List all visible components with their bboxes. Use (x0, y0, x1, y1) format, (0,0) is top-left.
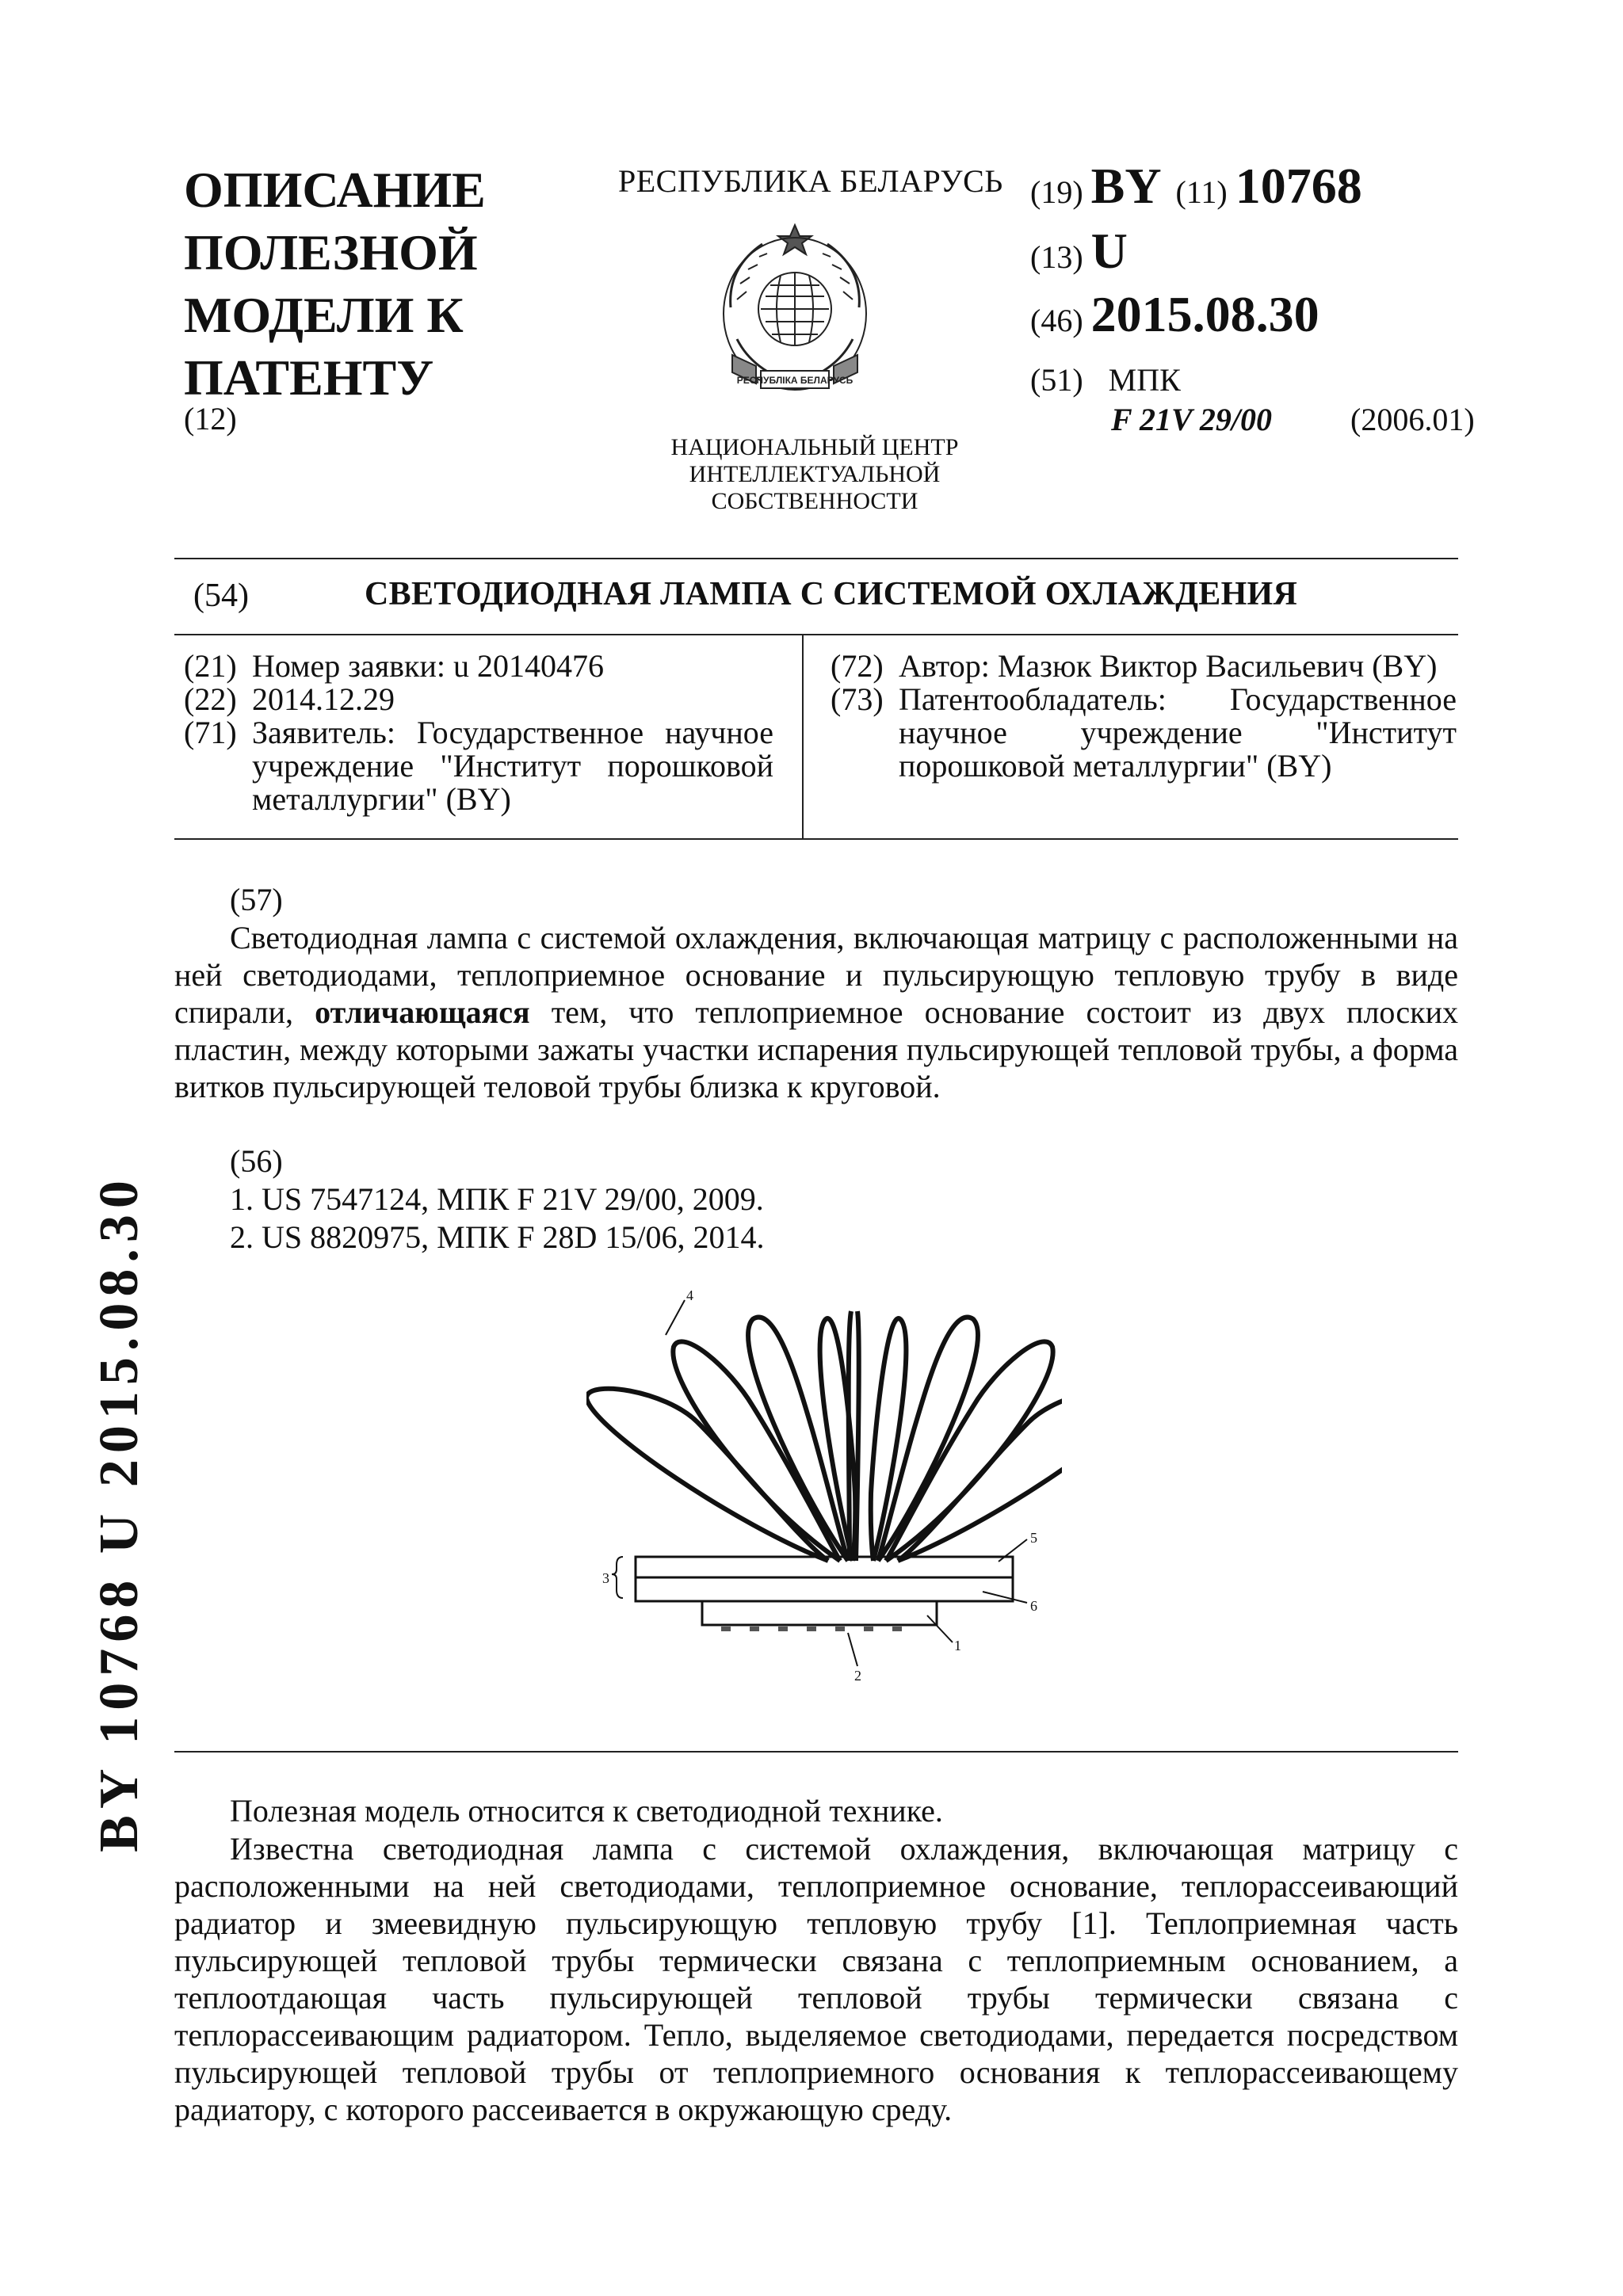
field-72 (831, 650, 1457, 683)
inid-code-56: (56) (230, 1143, 283, 1179)
references-block (230, 1142, 765, 1257)
country-code: BY (1090, 158, 1162, 214)
inid-code-22: (22) (184, 681, 237, 717)
inid-code-21: (21) (184, 648, 237, 684)
applicant: Заявитель: Государственное научное учреждение "Институт порошковой металлургии" (BY) (252, 715, 773, 817)
publication-date: 2015.08.30 (1090, 286, 1319, 342)
inid-code-51: (51) (1030, 362, 1083, 398)
label-4: 4 (686, 1287, 693, 1303)
kind-code: U (1090, 223, 1128, 279)
issuing-office (640, 434, 989, 515)
document-type-line: ПОЛЕЗНОЙ (184, 224, 478, 280)
claim-characterizing-word: отличающаяся (315, 994, 530, 1030)
biblio-bottom-rule (174, 838, 1458, 840)
reference-item: 2. US 8820975, МПК F 28D 15/06, 2014. (230, 1219, 765, 1255)
description-paragraph-1: Полезная модель относится к светодиодной технике. (230, 1793, 943, 1829)
led-matrix (702, 1601, 937, 1625)
biblio-kind (1030, 222, 1128, 280)
state-emblem-icon (713, 220, 876, 410)
label-1: 1 (954, 1638, 961, 1653)
application-number: Номер заявки: u 20140476 (252, 648, 604, 684)
issuing-office-line: СОБСТВЕННОСТИ (711, 488, 918, 514)
biblio-country-number (1030, 157, 1362, 215)
side-publication-text: BY 10768 U 2015.08.30 (89, 1174, 150, 1852)
title-top-rule (174, 558, 1458, 559)
author: Автор: Мазюк Виктор Васильевич (BY) (899, 648, 1438, 684)
filing-date: 2014.12.29 (252, 681, 395, 717)
pulsating-heat-pipe-loops (586, 1311, 1062, 1561)
side-publication-label (76, 887, 163, 2139)
base-bracket (612, 1557, 623, 1598)
inid-code-72: (72) (831, 648, 884, 684)
application-data-column (184, 650, 773, 816)
lower-base-plate (636, 1577, 1013, 1601)
label-2: 2 (854, 1668, 861, 1684)
issuing-office-line: ИНТЕЛЛЕКТУАЛЬНОЙ (689, 461, 941, 487)
inid-code-57: (57) (230, 882, 283, 917)
lamp-drawing (586, 1287, 1062, 1691)
inid-code-73: (73) (831, 681, 884, 717)
label-3: 3 (602, 1570, 609, 1586)
inid-code-71: (71) (184, 715, 237, 750)
field-22 (184, 683, 773, 716)
republic-name: РЕСПУБЛИКА БЕЛАРУСЬ (618, 163, 1003, 199)
field-21 (184, 650, 773, 683)
ipc-version: (2006.01) (1350, 402, 1475, 437)
label-6: 6 (1030, 1598, 1037, 1614)
publication-number: 10768 (1235, 158, 1362, 214)
field-73 (831, 683, 1457, 783)
document-type-heading (184, 158, 486, 409)
inid-code-46: (46) (1030, 303, 1083, 338)
ipc-class: F 21V 29/00 (1111, 402, 1273, 437)
document-type-line: МОДЕЛИ К (184, 287, 464, 343)
reference-item: 1. US 7547124, МПК F 21V 29/00, 2009. (230, 1181, 764, 1217)
label-5: 5 (1030, 1530, 1037, 1546)
document-type-line: ПАТЕНТУ (184, 349, 434, 406)
claim-text-part: Светодиодная лампа с системой охлаждения, включающая матрицу с расположенными на ней светодиодами, теплоприемное основание и пульсирующую тепловую трубу в виде спирали, (174, 920, 1458, 1030)
claim-text-part: тем, что теплоприемное основание состоит из двух плоских пластин, между которыми зажаты участки испарения пульсирующей тепловой трубы, а форма витков пульсирующей теловой трубы близка к круговой. (174, 994, 1458, 1104)
biblio-date (1030, 285, 1319, 344)
field-71 (184, 716, 773, 816)
description-top-rule (174, 1751, 1458, 1753)
led-elements (721, 1627, 902, 1631)
column-divider (802, 634, 804, 838)
document-type-line: ОПИСАНИЕ (184, 162, 486, 218)
inid-code-12: (12) (184, 401, 237, 437)
patent-holder: Патентообладатель: Государственное научное учреждение "Институт порошковой металлургии" (BY) (899, 681, 1457, 784)
claim-text (174, 919, 1458, 1105)
issuing-office-line: НАЦИОНАЛЬНЫЙ ЦЕНТР (670, 434, 959, 460)
inid-code-19: (19) (1030, 174, 1083, 210)
title-bottom-rule (174, 634, 1458, 635)
inid-code-54: (54) (193, 578, 249, 614)
description-paragraph-2: Известна светодиодная лампа с системой охлаждения, включающая матрицу с расположенными на ней светодиодами, теплоприемное основание, теплорассеивающий радиатор и змеевидную пульсирующую тепловую трубу [1]. Теплоприемная часть пульсирующей тепловой трубы термически связана с теплоприемным основанием, а теплоотдающая часть пульсирующей тепловой трубы термически связана с теплорассеивающим радиатором. Тепло, выделяемое светодиодами, передается посредством пульсирующей тепловой трубы от теплоприемного основания к теплорассеивающему радиатору, с которого рассеивается в окружающую среду. (174, 1831, 1458, 2127)
emblem-ribbon-text: РЕСПУБЛІКА БЕЛАРУСЬ (736, 375, 854, 386)
inid-code-11: (11) (1175, 174, 1228, 210)
biblio-ipc (1030, 361, 1181, 399)
author-data-column (831, 650, 1457, 783)
utility-model-title: СВЕТОДИОДНАЯ ЛАМПА С СИСТЕМОЙ ОХЛАЖДЕНИЯ (365, 576, 1298, 612)
ipc-label: МПК (1108, 362, 1181, 398)
inid-code-13: (13) (1030, 239, 1083, 275)
